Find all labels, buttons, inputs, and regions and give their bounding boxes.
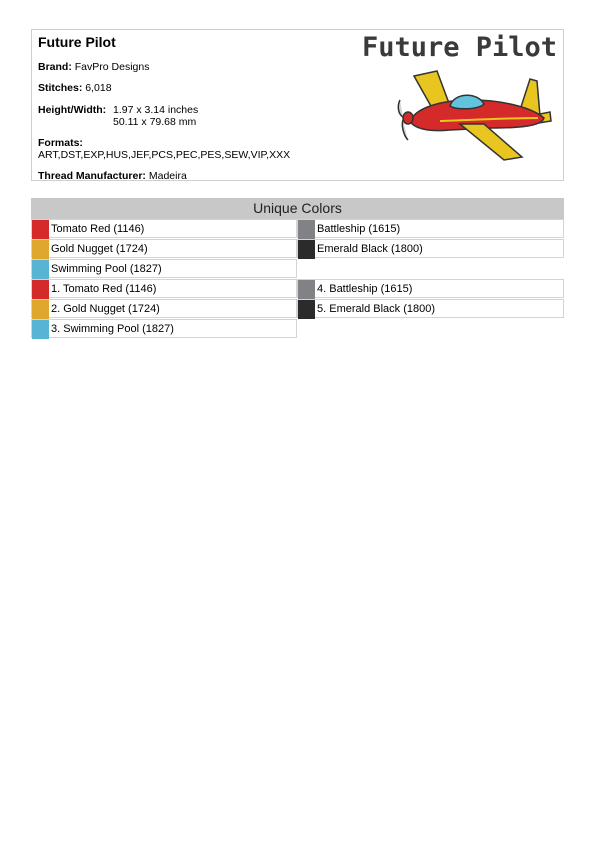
sequence-label: 3. Swimming Pool (1827) (51, 323, 174, 335)
color-swatch (298, 300, 315, 319)
color-row (297, 239, 564, 258)
formats-label: Formats: (38, 137, 83, 149)
sequence-row (31, 299, 297, 318)
logo-text: Future Pilot (362, 32, 558, 63)
height-width-row (38, 104, 298, 130)
height-width-label: Height/Width: (38, 104, 107, 116)
color-swatch (32, 320, 49, 339)
height-width-mm: 50.11 x 79.68 mm (113, 116, 197, 128)
color-label: Tomato Red (1146) (51, 223, 145, 235)
design-title: Future Pilot (38, 34, 116, 50)
thread-label: Thread Manufacturer: (38, 170, 146, 182)
color-swatch (298, 240, 315, 259)
color-swatch (32, 240, 49, 259)
sequence-row (297, 279, 564, 298)
color-swatch (32, 220, 49, 239)
color-row (31, 219, 297, 238)
sequence-label: 5. Emerald Black (1800) (317, 303, 435, 315)
formats-value: ART,DST,EXP,HUS,JEF,PCS,PEC,PES,SEW,VIP,XXX (38, 149, 291, 161)
color-swatch (298, 220, 315, 239)
sequence-row (31, 319, 297, 338)
color-row (31, 259, 297, 278)
color-swatch (32, 280, 49, 299)
sequence-row (31, 279, 297, 298)
thread-row (38, 170, 187, 182)
brand-row (38, 61, 149, 73)
formats-row (38, 137, 290, 161)
thread-value: Madeira (148, 170, 187, 182)
brand-label: Brand: (38, 61, 72, 73)
color-label: Battleship (1615) (317, 223, 401, 235)
stitches-row (38, 82, 112, 94)
color-label: Swimming Pool (1827) (51, 263, 162, 275)
color-label: Gold Nugget (1724) (51, 243, 148, 255)
color-swatch (32, 260, 49, 279)
unique-colors-header: Unique Colors (31, 198, 564, 219)
height-width-inches: 1.97 x 3.14 inches (113, 104, 199, 116)
color-swatch (298, 280, 315, 299)
design-info-box (31, 29, 564, 181)
airplane-image (380, 66, 562, 166)
stitches-label: Stitches: (38, 82, 83, 94)
stitches-value: 6,018 (85, 82, 112, 94)
sequence-label: 2. Gold Nugget (1724) (51, 303, 160, 315)
color-row (297, 219, 564, 238)
sequence-label: 4. Battleship (1615) (317, 283, 413, 295)
sequence-label: 1. Tomato Red (1146) (51, 283, 157, 295)
color-swatch (32, 300, 49, 319)
color-label: Emerald Black (1800) (317, 243, 423, 255)
color-row (31, 239, 297, 258)
sequence-row (297, 299, 564, 318)
brand-value: FavPro Designs (74, 61, 150, 73)
